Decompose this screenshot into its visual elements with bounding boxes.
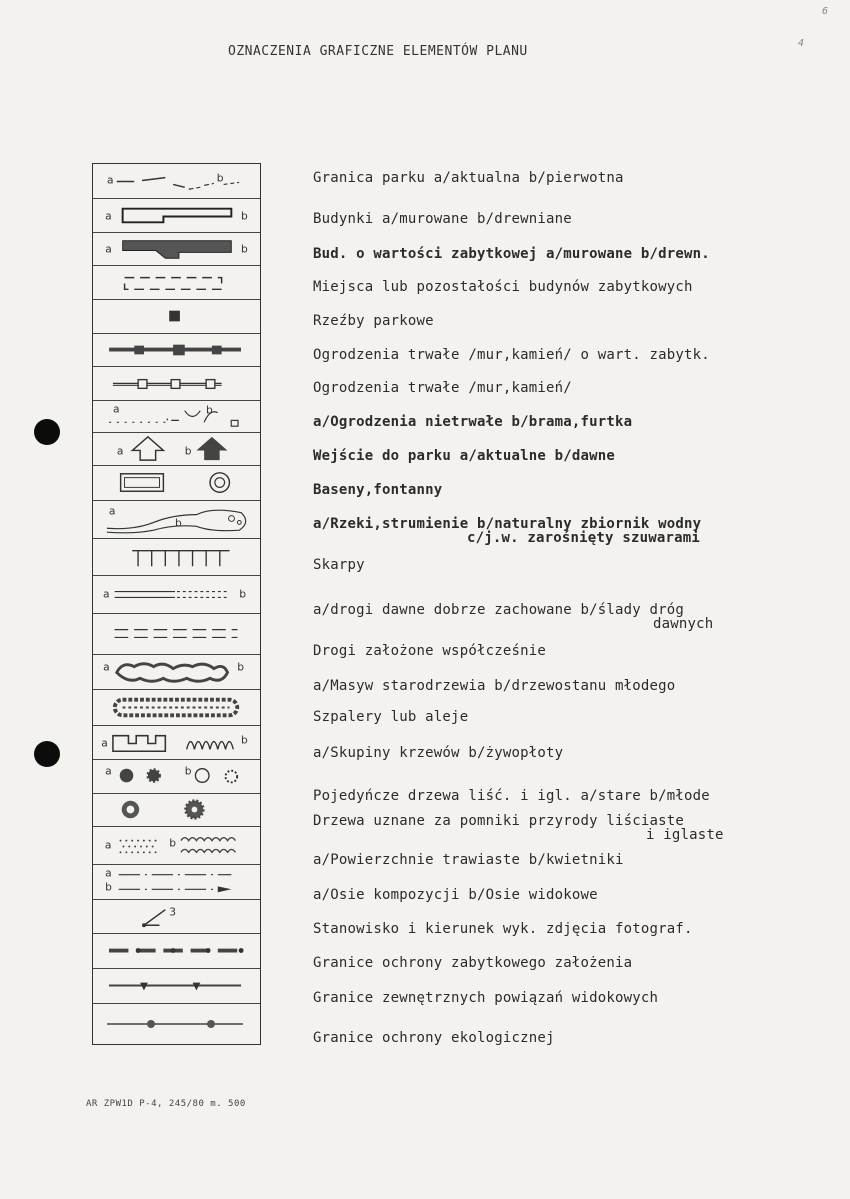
svg-text:a: a — [102, 587, 110, 601]
legend-desc-6: Ogrodzenia trwałe /mur,kamień/ o wart. zabytk. — [313, 347, 710, 363]
fence-symbol — [93, 367, 260, 401]
legend-desc-11-line2: c/j.w. zarośnięty szuwarami — [467, 530, 700, 546]
legend-desc-24: Granice zewnętrznych powiązań widokowych — [313, 990, 659, 1006]
legend-desc-25: Granice ochrony ekologicznej — [313, 1030, 555, 1046]
svg-text:b: b — [184, 444, 192, 458]
single-trees-symbol — [93, 760, 260, 794]
legend-desc-22: Stanowisko i kierunek wyk. zdjęcia fotograf. — [313, 921, 693, 937]
legend-desc-7: Ogrodzenia trwałe /mur,kamień/ — [313, 380, 572, 396]
legend-desc-1: Granica parku a/aktualna b/pierwotna — [313, 170, 624, 186]
svg-text:b: b — [240, 242, 248, 256]
temporary-fence-symbol — [93, 401, 260, 433]
svg-text:b: b — [175, 516, 182, 530]
label-b: b — [216, 171, 224, 185]
svg-text:a: a — [104, 838, 112, 852]
legend-desc-4: Miejsca lub pozostałości budynów zabytkowych — [313, 279, 693, 295]
page-number-mark: 4 — [798, 38, 805, 49]
svg-text:a: a — [113, 402, 120, 416]
svg-text:b: b — [206, 403, 213, 417]
svg-text:a: a — [103, 660, 110, 674]
grass-symbol — [93, 827, 260, 865]
historic-buildings-symbol — [93, 233, 260, 266]
sculpture-symbol — [93, 300, 260, 334]
label-a: a — [107, 173, 114, 187]
old-trees-mass-symbol — [93, 655, 260, 690]
archive-reference: AR ZPW1D P-4, 245/80 m. 500 — [86, 1099, 246, 1109]
page-title: OZNACZENIA GRAFICZNE ELEMENTÓW PLANU — [228, 44, 528, 59]
entrance-symbol — [93, 433, 260, 466]
shrubs-symbol — [93, 726, 260, 760]
new-roads-symbol — [93, 614, 260, 655]
legend-desc-3: Bud. o wartości zabytkowej a/murowane b/drewn. — [313, 246, 710, 262]
legend-desc-13-line2: dawnych — [653, 616, 714, 632]
svg-text:b: b — [241, 209, 248, 223]
legend-desc-12: Skarpy — [313, 557, 365, 573]
legend-desc-19 — [313, 813, 724, 843]
legend-desc-8: a/Ogrodzenia nietrwałe b/brama,furtka — [313, 414, 633, 430]
river-symbol — [93, 501, 260, 539]
legend-desc-2: Budynki a/murowane b/drewniane — [313, 211, 572, 227]
legend-desc-11 — [313, 516, 701, 546]
legend-desc-20: a/Powierzchnie trawiaste b/kwietniki — [313, 852, 624, 868]
svg-text:a: a — [105, 209, 112, 223]
svg-text:b: b — [105, 880, 112, 894]
nature-monument-symbol — [93, 794, 260, 827]
legend-desc-11-line1: a/Rzeki,strumienie b/naturalny zbiornik wodny — [313, 516, 702, 532]
svg-text:3: 3 — [169, 905, 177, 919]
axes-symbol — [93, 865, 260, 900]
pool-symbol — [93, 466, 260, 501]
svg-text:b: b — [237, 660, 244, 674]
svg-text:a: a — [105, 242, 112, 256]
legend-desc-15: a/Masyw starodrzewia b/drzewostanu młodego — [313, 678, 676, 694]
svg-text:b: b — [184, 764, 192, 778]
legend-desc-13 — [313, 602, 713, 632]
photo-position-symbol — [93, 900, 260, 934]
corner-mark: 6 — [822, 6, 829, 17]
svg-text:b: b — [241, 733, 248, 747]
legend-desc-9: Wejście do parku a/aktualne b/dawne — [313, 448, 616, 464]
eco-boundary-symbol — [93, 1004, 260, 1044]
historic-fence-symbol — [93, 334, 260, 367]
remains-symbol — [93, 266, 260, 300]
view-boundary-symbol — [93, 969, 260, 1004]
park-boundary-symbol — [93, 164, 260, 199]
legend-desc-23: Granice ochrony zabytkowego założenia — [313, 955, 633, 971]
heritage-boundary-symbol — [93, 934, 260, 969]
svg-text:b: b — [169, 836, 176, 850]
svg-text:a: a — [108, 504, 116, 518]
legend-symbol-table — [92, 163, 261, 1045]
legend-desc-17: a/Skupiny krzewów b/żywopłoty — [313, 745, 564, 761]
svg-text:a: a — [105, 764, 112, 778]
legend-desc-19-line2: i iglaste — [646, 827, 724, 843]
svg-text:b: b — [239, 587, 247, 601]
legend-desc-18: Pojedyńcze drzewa liść. i igl. a/stare b/młode — [313, 788, 710, 804]
legend-desc-19-line1: Drzewa uznane za pomniki przyrody liściaste — [313, 813, 685, 829]
svg-text:a: a — [105, 866, 112, 880]
legend-desc-16: Szpalery lub aleje — [313, 709, 469, 725]
slope-symbol — [93, 539, 260, 576]
old-roads-symbol — [93, 576, 260, 614]
punch-hole-bottom — [34, 741, 60, 767]
svg-text:a: a — [116, 444, 124, 458]
legend-desc-21: a/Osie kompozycji b/Osie widokowe — [313, 887, 598, 903]
alley-symbol — [93, 690, 260, 726]
punch-hole-top — [34, 419, 60, 445]
svg-text:a: a — [101, 736, 108, 750]
legend-desc-14: Drogi założone współcześnie — [313, 643, 546, 659]
legend-desc-13-line1: a/drogi dawne dobrze zachowane b/ślady dróg — [313, 602, 685, 618]
buildings-symbol — [93, 199, 260, 233]
legend-desc-10: Baseny,fontanny — [313, 482, 443, 498]
legend-desc-5: Rzeźby parkowe — [313, 313, 434, 329]
